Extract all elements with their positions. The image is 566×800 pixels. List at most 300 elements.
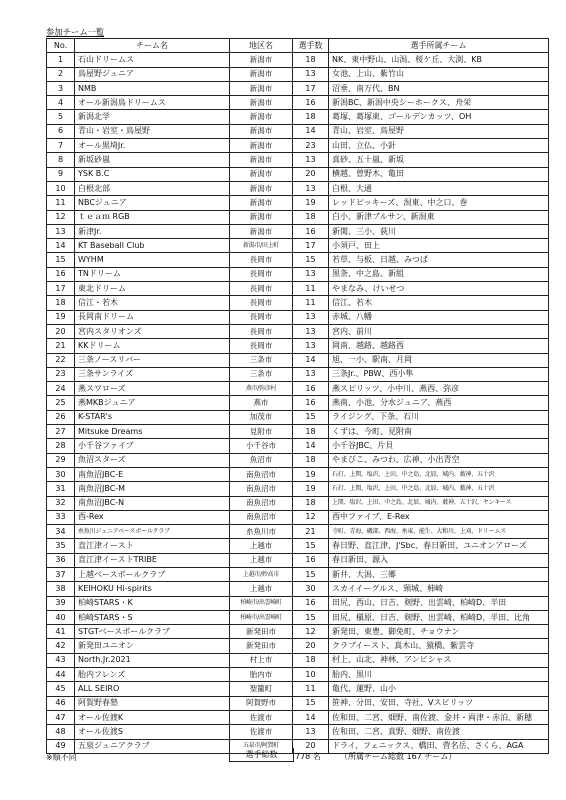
cell-district: 柏崎市/出雲崎町: [230, 596, 293, 610]
table-row: [47, 382, 549, 396]
cell-player-count: 16: [293, 596, 329, 610]
cell-district: 長岡市: [230, 253, 293, 267]
table-row: [47, 710, 549, 724]
cell-team-name: 西-Rex: [75, 510, 230, 524]
cell-team-name: オール佐渡K: [75, 710, 230, 724]
cell-player-count: 13: [293, 153, 329, 167]
cell-district: 上越市: [230, 553, 293, 567]
cell-no: 42: [47, 639, 75, 653]
table-row: [47, 653, 549, 667]
cell-player-count: 13: [293, 367, 329, 381]
cell-district: 南魚沼市: [230, 482, 293, 496]
cell-team-name: STGTベースボールクラブ: [75, 625, 230, 639]
table-row: [47, 510, 549, 524]
cell-no: 3: [47, 81, 75, 95]
cell-district: 南魚沼市: [230, 510, 293, 524]
cell-affiliation: 女池、上山、紫竹山: [329, 67, 549, 81]
table-header-row: [47, 39, 549, 53]
cell-team-name: 五泉ジュニアクラブ: [75, 739, 230, 753]
cell-player-count: 15: [293, 567, 329, 581]
cell-team-name: 小千谷ファイブ: [75, 439, 230, 453]
table-row: [47, 396, 549, 410]
cell-district: 新潟市: [230, 167, 293, 181]
cell-affiliation: 佐和田、二宮、真野、畑野、南佐渡: [329, 725, 549, 739]
cell-affiliation: 田尻、槇原、日吉、剣野、出雲崎、柏崎D、半田、比角: [329, 610, 549, 624]
cell-player-count: 30: [293, 582, 329, 596]
cell-player-count: 15: [293, 410, 329, 424]
cell-team-name: 柏崎STARS・S: [75, 610, 230, 624]
cell-team-name: 三条サンライズ: [75, 367, 230, 381]
cell-affiliation: ドライ、フェニックス、橋田、菅名岳、さくら、AGA: [329, 739, 549, 753]
cell-district: 糸魚川市: [230, 525, 293, 539]
cell-player-count: 18: [293, 453, 329, 467]
cell-team-name: 白根北部: [75, 181, 230, 195]
cell-district: 魚沼市: [230, 453, 293, 467]
cell-team-name: 魚沼スターズ: [75, 453, 230, 467]
total-players-value: 778 名: [295, 752, 321, 761]
cell-no: 6: [47, 124, 75, 138]
cell-affiliation: 新潟BC、新潟中央シーホークス、舟栄: [329, 96, 549, 110]
cell-district: 小千谷市: [230, 439, 293, 453]
cell-affiliation: クラブイースト、真木山、猿橋、紫雲寺: [329, 639, 549, 653]
cell-player-count: 13: [293, 181, 329, 195]
cell-district: 新潟市: [230, 224, 293, 238]
cell-district: 新潟市: [230, 139, 293, 153]
cell-affiliation: 新発田、東豊、御免町、チョウナン: [329, 625, 549, 639]
cell-player-count: 14: [293, 710, 329, 724]
cell-affiliation: 山田、立仏、小針: [329, 139, 549, 153]
cell-district: 上越市: [230, 539, 293, 553]
cell-no: 25: [47, 396, 75, 410]
table-row: [47, 453, 549, 467]
cell-no: 26: [47, 410, 75, 424]
table-row: [47, 482, 549, 496]
table-row: [47, 582, 549, 596]
cell-team-name: TNドリーム: [75, 267, 230, 281]
cell-affiliation: レッドピッキーズ、潟東、中之口、巻: [329, 196, 549, 210]
cell-player-count: 11: [293, 282, 329, 296]
cell-district: 新潟市: [230, 153, 293, 167]
cell-no: 14: [47, 239, 75, 253]
cell-player-count: 10: [293, 668, 329, 682]
table-row: [47, 553, 549, 567]
cell-affiliation: 寺町、青海、磯部、西海、糸東、能生、大和川、上刈、ドリームス: [329, 525, 549, 539]
cell-affiliation: 青山、岩室、鳥屋野: [329, 124, 549, 138]
cell-district: 新潟市/田上町: [230, 239, 293, 253]
cell-district: 新潟市: [230, 181, 293, 195]
cell-team-name: 石山ドリームス: [75, 53, 230, 67]
cell-player-count: 19: [293, 467, 329, 481]
cell-no: 4: [47, 96, 75, 110]
cell-player-count: 13: [293, 339, 329, 353]
cell-team-name: 糸魚川ジュニアベースボールクラブ: [75, 525, 230, 539]
cell-player-count: 16: [293, 382, 329, 396]
cell-player-count: 15: [293, 610, 329, 624]
cell-team-name: 胎内フレンズ: [75, 668, 230, 682]
cell-affiliation: 旭、一小、駅南、月岡: [329, 353, 549, 367]
cell-no: 27: [47, 425, 75, 439]
table-row: [47, 725, 549, 739]
cell-affiliation: 田尻、西山、日吉、剣野、出雲崎、柏崎D、半田: [329, 596, 549, 610]
cell-no: 13: [47, 224, 75, 238]
cell-no: 43: [47, 653, 75, 667]
cell-team-name: 上越ベースボールクラブ: [75, 567, 230, 581]
table-row: [47, 425, 549, 439]
cell-affiliation: 三条Jr.、PBW、西小隼: [329, 367, 549, 381]
cell-affiliation: 小須戸、田上: [329, 239, 549, 253]
cell-no: 21: [47, 339, 75, 353]
total-teams-note: （所属チーム総数 167 チーム）: [340, 752, 457, 761]
cell-team-name: 南魚沼JBC-M: [75, 482, 230, 496]
cell-team-name: NMB: [75, 81, 230, 95]
cell-affiliation: NK、東中野山、山潟、桜ケ丘、大渕、KB: [329, 53, 549, 67]
cell-player-count: 16: [293, 224, 329, 238]
cell-team-name: 新津Jr.: [75, 224, 230, 238]
table-row: [47, 267, 549, 281]
cell-team-name: 南魚沼JBC-E: [75, 467, 230, 481]
cell-team-name: K-STAR's: [75, 410, 230, 424]
table-row: [47, 525, 549, 539]
table-row: [47, 353, 549, 367]
cell-no: 5: [47, 110, 75, 124]
cell-district: 新潟市: [230, 53, 293, 67]
cell-no: 31: [47, 482, 75, 496]
table-row: [47, 167, 549, 181]
cell-district: 新潟市: [230, 196, 293, 210]
cell-district: 燕市/弥彦村: [230, 382, 293, 396]
table-row: [47, 153, 549, 167]
cell-no: 48: [47, 725, 75, 739]
cell-team-name: NBCジュニア: [75, 196, 230, 210]
cell-player-count: 17: [293, 239, 329, 253]
cell-player-count: 16: [293, 553, 329, 567]
cell-no: 33: [47, 510, 75, 524]
cell-team-name: 南魚沼JBC-N: [75, 496, 230, 510]
cell-player-count: 19: [293, 482, 329, 496]
cell-player-count: 18: [293, 653, 329, 667]
cell-district: 胎内市: [230, 668, 293, 682]
cell-team-name: North.Jr.2021: [75, 653, 230, 667]
cell-district: 三条市: [230, 367, 293, 381]
cell-player-count: 14: [293, 439, 329, 453]
cell-district: 新潟市: [230, 110, 293, 124]
cell-affiliation: 燕スピリッツ、小中川、燕西、弥彦: [329, 382, 549, 396]
cell-district: 佐渡市: [230, 710, 293, 724]
cell-player-count: 18: [293, 496, 329, 510]
cell-no: 7: [47, 139, 75, 153]
table-row: [47, 439, 549, 453]
cell-affiliation: 横越、曽野木、亀田: [329, 167, 549, 181]
cell-player-count: 13: [293, 67, 329, 81]
cell-team-name: 新坂砂嵐: [75, 153, 230, 167]
header-team: チーム名: [75, 39, 230, 53]
cell-affiliation: 赤城、八幡: [329, 310, 549, 324]
cell-player-count: 20: [293, 639, 329, 653]
cell-no: 24: [47, 382, 75, 396]
cell-affiliation: スカイイーグルス、頸城、柿崎: [329, 582, 549, 596]
cell-team-name: 鳥屋野ジュニア: [75, 67, 230, 81]
cell-player-count: 11: [293, 296, 329, 310]
cell-team-name: 信江・若木: [75, 296, 230, 310]
table-row: [47, 696, 549, 710]
cell-no: 1: [47, 53, 75, 67]
table-row: [47, 239, 549, 253]
cell-team-name: オール佐渡S: [75, 725, 230, 739]
cell-no: 12: [47, 210, 75, 224]
cell-district: 長岡市: [230, 310, 293, 324]
table-row: [47, 539, 549, 553]
table-row: [47, 181, 549, 195]
cell-no: 23: [47, 367, 75, 381]
cell-team-name: KT Baseball Club: [75, 239, 230, 253]
cell-district: 新発田市: [230, 625, 293, 639]
cell-affiliation: 胎内、黒川: [329, 668, 549, 682]
table-row: [47, 668, 549, 682]
cell-no: 47: [47, 710, 75, 724]
cell-player-count: 20: [293, 739, 329, 753]
cell-affiliation: 西中ファイブ、E-Rex: [329, 510, 549, 524]
cell-player-count: 16: [293, 396, 329, 410]
cell-district: 見附市: [230, 425, 293, 439]
cell-no: 17: [47, 282, 75, 296]
cell-team-name: オール黒埼Jr.: [75, 139, 230, 153]
cell-no: 18: [47, 296, 75, 310]
cell-district: 燕市: [230, 396, 293, 410]
cell-no: 16: [47, 267, 75, 281]
cell-no: 11: [47, 196, 75, 210]
cell-district: 五泉市/阿賀町: [230, 739, 293, 753]
table-row: [47, 110, 549, 124]
header-count: 選手数: [293, 39, 329, 53]
cell-player-count: 13: [293, 725, 329, 739]
cell-district: 村上市: [230, 653, 293, 667]
cell-affiliation: 真砂、五十嵐、新坂: [329, 153, 549, 167]
cell-player-count: 15: [293, 539, 329, 553]
cell-no: 40: [47, 610, 75, 624]
cell-district: 三条市: [230, 353, 293, 367]
cell-no: 38: [47, 582, 75, 596]
page-title: 参加チーム一覧: [46, 28, 105, 38]
cell-no: 2: [47, 67, 75, 81]
cell-district: 南魚沼市: [230, 496, 293, 510]
cell-no: 45: [47, 682, 75, 696]
cell-team-name: 直江津イーストTRIBE: [75, 553, 230, 567]
cell-player-count: 18: [293, 53, 329, 67]
cell-affiliation: 上関、塩沢、上田、中之島、北辰、城内、薮神、五十沢、ヤンキース: [329, 496, 549, 510]
cell-team-name: 新潟北学: [75, 110, 230, 124]
table-row: [47, 367, 549, 381]
cell-player-count: 16: [293, 96, 329, 110]
cell-affiliation: 黒条、中之島、新組: [329, 267, 549, 281]
cell-district: 柏崎市/出雲崎町: [230, 610, 293, 624]
order-note: ※順不同: [46, 753, 77, 762]
cell-player-count: 18: [293, 425, 329, 439]
cell-team-name: 新発田ユニオン: [75, 639, 230, 653]
cell-district: 新潟市: [230, 81, 293, 95]
cell-affiliation: 村上、山北、神林、アンビシャス: [329, 653, 549, 667]
cell-affiliation: 春日新田、源入: [329, 553, 549, 567]
cell-affiliation: 春日野、直江津、J'Sbc、春日新田、ユニオンアローズ: [329, 539, 549, 553]
cell-team-name: YSK B.C: [75, 167, 230, 181]
table-row: [47, 324, 549, 338]
total-players-label: 選手総数: [229, 748, 294, 762]
cell-no: 49: [47, 739, 75, 753]
table-row: [47, 196, 549, 210]
table-row: [47, 467, 549, 481]
cell-affiliation: 燕南、小池、分水ジュニア、燕西: [329, 396, 549, 410]
cell-team-name: 青山・岩室・鳥屋野: [75, 124, 230, 138]
cell-affiliation: 葛塚、葛塚東、ゴールデンカッツ、OH: [329, 110, 549, 124]
table-row: [47, 567, 549, 581]
cell-affiliation: 宮内、前川: [329, 324, 549, 338]
cell-no: 32: [47, 496, 75, 510]
table-row: [47, 596, 549, 610]
cell-no: 20: [47, 324, 75, 338]
cell-player-count: 14: [293, 353, 329, 367]
cell-affiliation: くずは、今町、見附南: [329, 425, 549, 439]
cell-affiliation: 新関、三小、荻川: [329, 224, 549, 238]
cell-district: 新潟市: [230, 124, 293, 138]
cell-player-count: 17: [293, 81, 329, 95]
table-row: [47, 67, 549, 81]
cell-player-count: 11: [293, 682, 329, 696]
cell-district: 新潟市: [230, 67, 293, 81]
cell-no: 10: [47, 181, 75, 195]
cell-player-count: 18: [293, 110, 329, 124]
cell-team-name: ｔｅａｍ RGB: [75, 210, 230, 224]
table-row: [47, 310, 549, 324]
cell-no: 36: [47, 553, 75, 567]
header-affiliation: 選手所属チーム: [329, 39, 549, 53]
cell-no: 30: [47, 467, 75, 481]
cell-affiliation: 信江、若木: [329, 296, 549, 310]
cell-team-name: KEIHOKU Hi-spirits: [75, 582, 230, 596]
table-row: [47, 253, 549, 267]
header-city: 地区名: [230, 39, 293, 53]
cell-team-name: 燕MKBジュニア: [75, 396, 230, 410]
cell-team-name: 宮内スタリオンズ: [75, 324, 230, 338]
cell-no: 41: [47, 625, 75, 639]
cell-affiliation: 新井、大潟、三郷: [329, 567, 549, 581]
table-row: [47, 224, 549, 238]
cell-team-name: ALL SEIRO: [75, 682, 230, 696]
cell-player-count: 13: [293, 267, 329, 281]
cell-affiliation: ライジング、下条、石川: [329, 410, 549, 424]
table-row: [47, 96, 549, 110]
cell-district: 長岡市: [230, 324, 293, 338]
cell-affiliation: やまびこ、みつわ、広神、小出青空: [329, 453, 549, 467]
cell-affiliation: 白根、大通: [329, 181, 549, 195]
cell-team-name: Mitsuke Dreams: [75, 425, 230, 439]
cell-player-count: 18: [293, 210, 329, 224]
cell-affiliation: 沼垂、南万代、BN: [329, 81, 549, 95]
cell-affiliation: 亀代、蓮野、山小: [329, 682, 549, 696]
table-row: [47, 410, 549, 424]
cell-player-count: 15: [293, 696, 329, 710]
cell-affiliation: 笹神、分田、安田、寺社、Vスピリッツ: [329, 696, 549, 710]
team-table: [46, 38, 549, 754]
table-row: [47, 496, 549, 510]
cell-district: 佐渡市: [230, 725, 293, 739]
table-row: [47, 139, 549, 153]
cell-district: 新潟市: [230, 210, 293, 224]
cell-player-count: 12: [293, 510, 329, 524]
cell-player-count: 13: [293, 310, 329, 324]
cell-affiliation: 白小、新津ブルサン、新潟東: [329, 210, 549, 224]
table-row: [47, 282, 549, 296]
cell-affiliation: 小千谷JBC、片貝: [329, 439, 549, 453]
cell-player-count: 19: [293, 196, 329, 210]
cell-affiliation: やまなみ、けいせつ: [329, 282, 549, 296]
cell-no: 15: [47, 253, 75, 267]
cell-no: 39: [47, 596, 75, 610]
table-row: [47, 124, 549, 138]
cell-district: 南魚沼市: [230, 467, 293, 481]
cell-no: 44: [47, 668, 75, 682]
cell-team-name: 柏崎STARS・K: [75, 596, 230, 610]
cell-affiliation: 石打、上関、塩沢、上田、中之島、北辰、城内、薮神、五十沢: [329, 467, 549, 481]
cell-no: 46: [47, 696, 75, 710]
cell-team-name: WYHM: [75, 253, 230, 267]
cell-team-name: 長岡南ドリーム: [75, 310, 230, 324]
cell-no: 9: [47, 167, 75, 181]
cell-team-name: 燕スワローズ: [75, 382, 230, 396]
table-row: [47, 53, 549, 67]
table-row: [47, 610, 549, 624]
cell-player-count: 12: [293, 625, 329, 639]
cell-team-name: KKドリーム: [75, 339, 230, 353]
cell-district: 聖籠町: [230, 682, 293, 696]
cell-no: 28: [47, 439, 75, 453]
table-row: [47, 625, 549, 639]
table-row: [47, 339, 549, 353]
cell-affiliation: 岡南、越路、越路西: [329, 339, 549, 353]
table-row: [47, 296, 549, 310]
cell-district: 長岡市: [230, 267, 293, 281]
header-no: No.: [47, 39, 75, 53]
cell-no: 19: [47, 310, 75, 324]
cell-district: 長岡市: [230, 296, 293, 310]
cell-affiliation: 佐和田、二宮、畑野、南佐渡、金井・両津・赤泊、新穂: [329, 710, 549, 724]
cell-team-name: 直江津イースト: [75, 539, 230, 553]
cell-player-count: 15: [293, 253, 329, 267]
table-row: [47, 210, 549, 224]
cell-player-count: 13: [293, 324, 329, 338]
cell-district: 長岡市: [230, 339, 293, 353]
cell-district: 新発田市: [230, 639, 293, 653]
cell-no: 22: [47, 353, 75, 367]
cell-team-name: 東北ドリーム: [75, 282, 230, 296]
cell-no: 29: [47, 453, 75, 467]
cell-district: 上越市/妙高市: [230, 567, 293, 581]
cell-affiliation: 若草、与板、日越、みつば: [329, 253, 549, 267]
cell-player-count: 20: [293, 167, 329, 181]
table-row: [47, 639, 549, 653]
table-row: [47, 81, 549, 95]
cell-district: 加茂市: [230, 410, 293, 424]
cell-team-name: 三条ノースリバー: [75, 353, 230, 367]
cell-district: 新潟市: [230, 96, 293, 110]
cell-district: 長岡市: [230, 282, 293, 296]
cell-player-count: 23: [293, 139, 329, 153]
cell-district: 上越市: [230, 582, 293, 596]
cell-affiliation: 石打、上関、塩沢、上田、中之島、北辰、城内、薮神、五十沢: [329, 482, 549, 496]
cell-no: 37: [47, 567, 75, 581]
cell-no: 34: [47, 525, 75, 539]
cell-player-count: 14: [293, 124, 329, 138]
cell-team-name: 阿賀野春塾: [75, 696, 230, 710]
cell-no: 8: [47, 153, 75, 167]
